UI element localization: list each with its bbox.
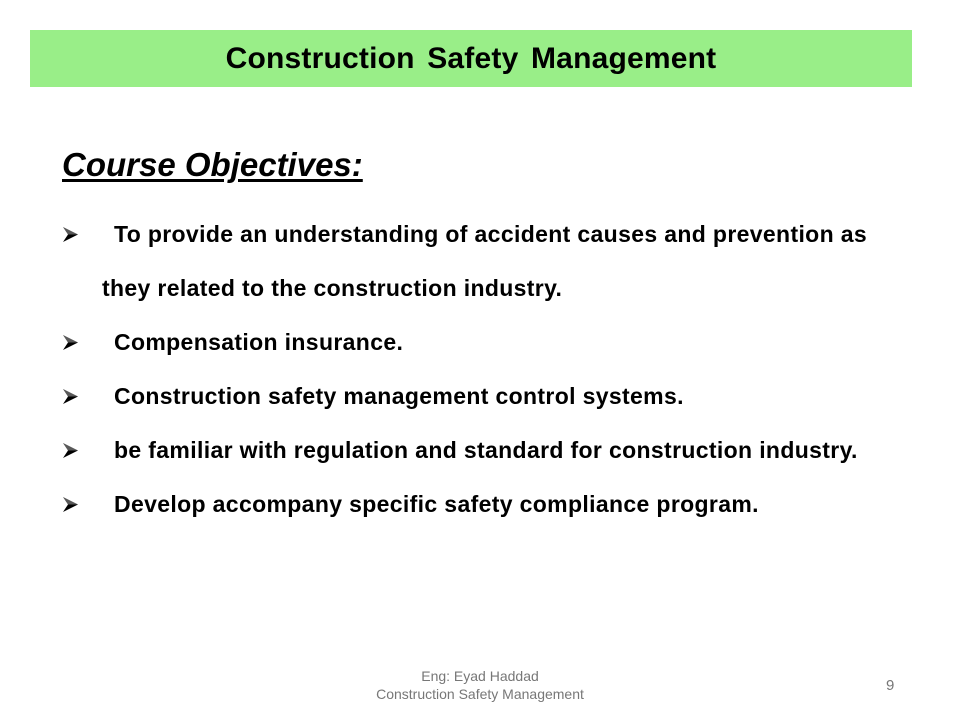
slide-title: Construction Safety Management [225,41,717,75]
title-bar [30,30,912,87]
objectives-list [62,207,922,531]
arrowhead-bullet-icon [62,369,80,423]
objective-text: Develop accompany specific safety compliance program. [114,491,759,517]
objective-item [62,423,922,477]
footer-course: Construction Safety Management [376,686,584,702]
footer-author: Eng: Eyad Haddad [421,668,539,684]
page-number: 9 [886,677,895,694]
objective-item [62,207,922,315]
objective-text: To provide an understanding of accident causes and prevention as they related to the construction industry. [102,221,868,301]
arrowhead-bullet-icon [62,477,80,531]
footer [330,667,630,703]
objective-item [62,315,922,369]
objective-item [62,369,922,423]
arrowhead-bullet-icon [62,207,80,261]
objective-text: Compensation insurance. [114,329,404,355]
objective-text: be familiar with regulation and standard for construction industry. [114,437,858,463]
objective-item [62,477,922,531]
arrowhead-bullet-icon [62,423,80,477]
objective-text: Construction safety management control systems. [114,383,684,409]
arrowhead-bullet-icon [62,315,80,369]
section-heading: Course Objectives: [62,146,363,183]
